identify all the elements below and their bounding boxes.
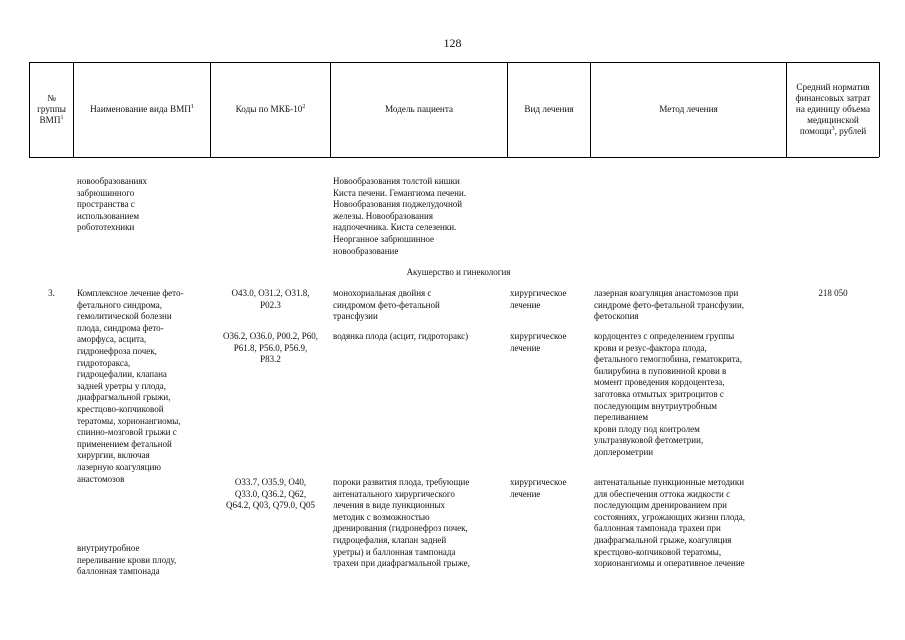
header-vmp-name: Наименование вида ВМП$^1$ [90, 103, 194, 114]
header-treatment-method: Метод лечения [659, 104, 718, 114]
row-3-icd-codes: O33.7, O35.9, O40, Q33.0, Q36.2, Q62, Q64.2, Q03, Q79.0, Q05 [226, 477, 315, 511]
row-3-patient-model: пороки развития плода, требующие антенатального хирургического лечения в виде пункционных методик с возможностью дренирования (гидронефроз почек, гидроцефалия, клапан задней уретры) и баллонная тампонада трахеи при диафрагмальной грыже, [333, 477, 470, 569]
header-border-right [879, 62, 880, 157]
header-patient-model: Модель пациента [384, 104, 454, 114]
continued-patient-model: Новообразования толстой кишки Киста печени. Гемангиома печени. Новообразования поджелудочной железы. Новообразования надпочечника. Киста селезенки. Неорганное забрюшинное новообразование [333, 176, 467, 256]
group-vmp-name-continued: внутриутробное переливание крови плоду, баллонная тампонада [77, 543, 177, 577]
header-average-cost: Средний норматив финансовых затрат на единицу объема медицинской помощи$^3$, рублей [795, 82, 871, 136]
row-2-patient-model: водянка плода (асцит, гидроторакс) [333, 331, 469, 341]
row-2-treatment-type: хирургическое лечение [510, 331, 567, 353]
continued-vmp-name: новообразованиях забрюшинного пространства с использованием робототехники [77, 176, 147, 233]
group-number: 3. [48, 288, 55, 298]
row-2-treatment-method: кордоцентез с определением группы крови и резус-фактора плода, фетального гемоглобина, гематокрита, билирубина в пуповинной крови в момент проведения кордоцентеза, заготовка отмытых эритроцитов с последующим внутриутробным переливанием крови плоду под контролем ультразвуковой фетометрии, доплерометрии [594, 331, 743, 457]
row-1-treatment-method: лазерная коагуляция анастомозов при синдроме фето-фетальной трансфузии, фетоскопия [594, 288, 745, 322]
header-group-number: № группы ВМП$^1$ [37, 93, 66, 125]
group-average-cost: 218 050 [818, 288, 848, 298]
section-title: Акушерство и гинекология [406, 267, 511, 277]
header-bottom-rule [29, 157, 879, 158]
row-3-treatment-method: антенатальные пункционные методики для обеспечения оттока жидкости с последующим дренированием при состояниях, угрожающих жизни плода, баллонная тампонада трахеи при диафрагмальной грыже, коагуляция крестцово-копчиковой тератомы, хорионангиомы и оперативное лечение [594, 477, 746, 569]
row-2-icd-codes: O36.2, O36.0, P00.2, P60, P61.8, P56.0, P56.9, P83.2 [222, 331, 318, 365]
row-3-treatment-type: хирургическое лечение [510, 477, 567, 499]
row-1-treatment-type: хирургическое лечение [510, 288, 567, 310]
header-treatment-type: Вид лечения [524, 104, 574, 114]
header-icd-codes: Коды по МКБ-$10^2$ [235, 103, 306, 114]
row-1-icd-codes: O43.0, O31.2, O31.8, P02.3 [231, 288, 310, 310]
page-number: 128 [443, 36, 462, 50]
group-vmp-name: Комплексное лечение фето- фетального синдрома, гемолитической болезни плода, синдрома фето- аморфуса, асцита, гидронефроза почек, гидроторакса, гидроцефалии, клапана задней уретры у плода, диафрагмальной грыжи, крестцово-копчиковой тератомы, хорионангиомы, спинно-мозговой грыжи с применением фетальной хирургии, включая лазерную коагуляцию анастомозов [77, 288, 184, 484]
row-1-patient-model: монохориальная двойня с синдромом фето-фетальной трансфузии [333, 288, 440, 322]
